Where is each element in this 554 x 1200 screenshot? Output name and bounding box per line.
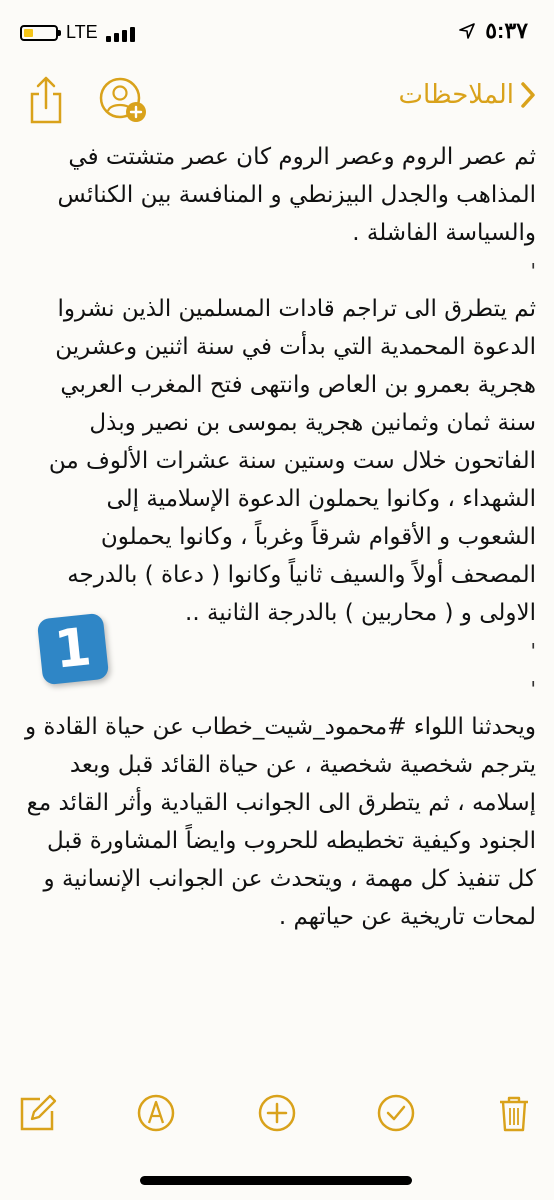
note-paragraph: ثم يتطرق الى تراجم قادات المسلمين الذين نشروا الدعوة المحمدية التي بدأت في سنة اثنين وعشرين هجرية بعمرو بن العاص وانتهى فتح المغرب العربي سنة ثمان وثمانين هجرية بموسى بن نصير وبذل الفاتحون خلال ست وستين سنة عشرات الألوف من الشهداء ، وكانوا يحملون الدعوة الإسلامية إلى الشعوب و الأقوام شرقاً وغرباً ، وكانوا يحملون المصحف أولاً والسيف ثانياً وكانوا ( دعاة ) بالدرجه الاولى و ( محاربين ) بالدرجة الثانية ..	[48, 296, 536, 626]
compose-icon	[18, 1093, 58, 1133]
back-button[interactable]	[399, 80, 537, 110]
add-people-button[interactable]	[98, 76, 150, 126]
compose-button[interactable]	[18, 1093, 58, 1133]
battery-icon	[20, 25, 58, 41]
checklist-button[interactable]	[376, 1093, 416, 1133]
status-time: ٥:٣٧	[485, 18, 528, 43]
checkmark-circle-icon	[376, 1093, 416, 1133]
delete-button[interactable]	[494, 1093, 534, 1133]
trash-icon	[494, 1093, 534, 1133]
note-body[interactable]	[24, 138, 536, 936]
network-label: LTE	[66, 22, 98, 42]
status-bar	[0, 0, 554, 60]
home-indicator[interactable]	[140, 1176, 412, 1185]
markup-pen-icon	[136, 1093, 176, 1133]
bottom-toolbar	[0, 1085, 554, 1145]
note-separator: '	[530, 639, 536, 663]
status-left	[20, 22, 135, 43]
add-button[interactable]	[257, 1093, 297, 1133]
note-separator: '	[530, 259, 536, 283]
signal-icon	[106, 24, 135, 42]
number-badge: 1	[37, 613, 110, 686]
add-person-icon	[98, 76, 150, 126]
note-separator: '	[530, 677, 536, 701]
markup-button[interactable]	[136, 1093, 176, 1133]
back-label: الملاحظات	[398, 80, 514, 110]
location-arrow-icon	[459, 23, 475, 39]
share-button[interactable]	[26, 74, 66, 126]
plus-circle-icon	[257, 1093, 297, 1133]
share-icon	[26, 74, 66, 126]
note-paragraph: ويحدثنا اللواء #محمود_شيت_خطاب عن حياة القادة و يترجم شخصية شخصية ، عن حياة القائد قبل وبعد إسلامه ، ثم يتطرق الى الجوانب القيادية وأثر القائد مع الجنود وكيفية تخطيطه للحروب وايضاً المشاورة قبل كل تنفيذ كل مهمة ، ويتحدث عن الجوانب الإنسانية و لمحات تاريخية عن حياتهم .	[24, 714, 536, 930]
chevron-right-icon	[520, 81, 536, 109]
note-paragraph: ثم عصر الروم وعصر الروم كان عصر متشتت في المذاهب والجدل البيزنطي و المنافسة بين الكنائس والسياسة الفاشلة .	[57, 144, 536, 246]
battery-level-fill	[24, 29, 33, 37]
nav-bar	[0, 60, 554, 140]
status-right	[459, 18, 528, 44]
